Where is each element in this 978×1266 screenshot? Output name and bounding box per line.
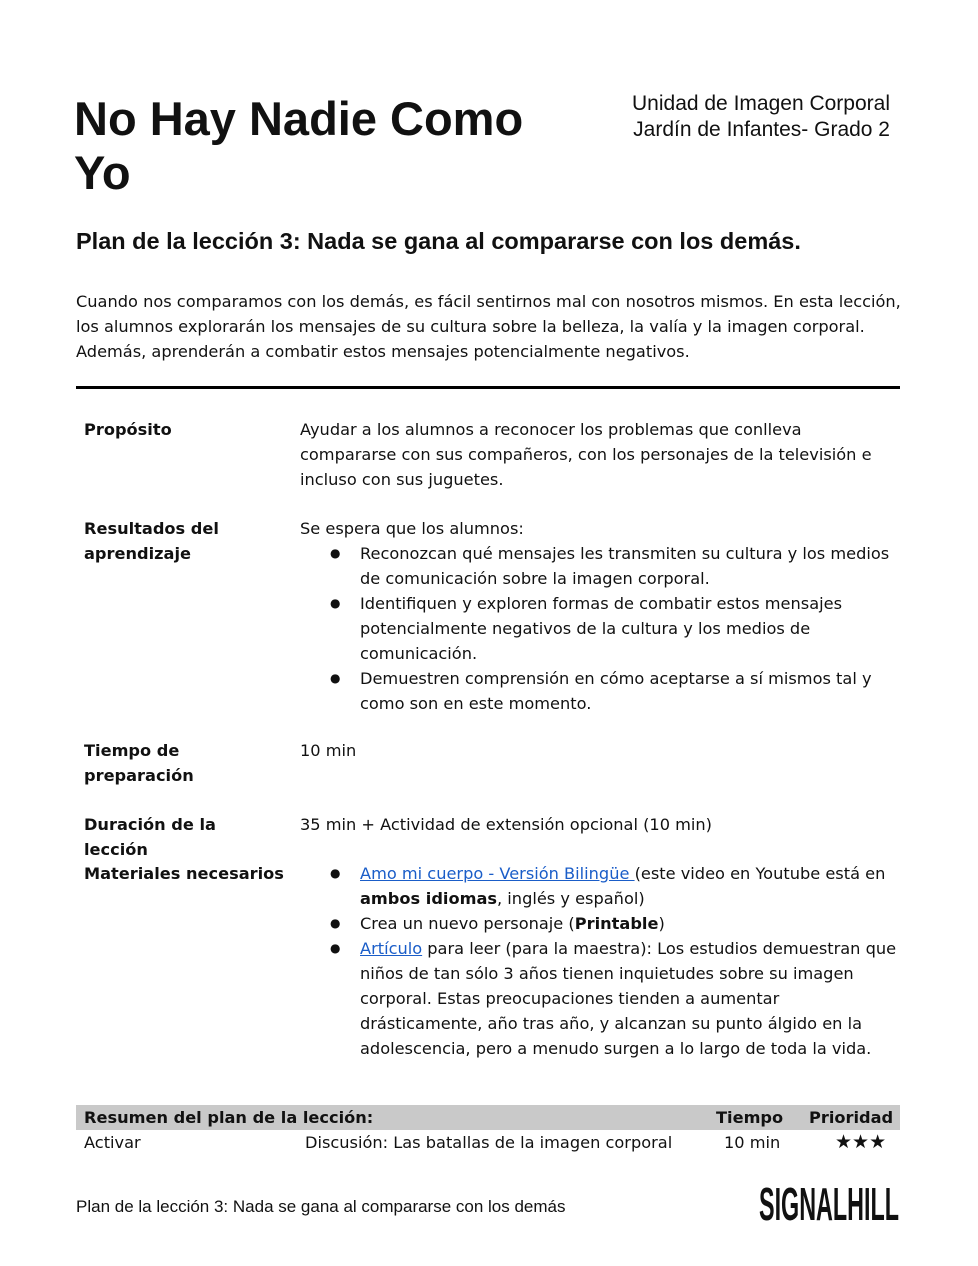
list-item: [300, 911, 900, 936]
item-bold: Printable: [574, 914, 659, 933]
list-item: ● Demuestren comprensión en cómo aceptarse a sí mismos tal y como son en este momento.: [300, 666, 900, 716]
resultados-content: [300, 516, 900, 716]
item-text: Crea un nuevo personaje (: [360, 914, 575, 933]
item-text: para leer (para la maestra): Los estudios demuestran que niños de tan sólo 3 años tienen inquietudes sobre su imagen corporal. Estas preocupaciones tienden a aumentar drásticamente, año tras año, y alcanzan su punto álgido en la adolescencia, pero a menudo surgen a lo largo de toda la vida.: [360, 939, 897, 1058]
label-tiempo: Tiempo de preparación: [84, 741, 194, 785]
item-text: ): [658, 914, 665, 933]
item-bold: ambos idiomas: [360, 889, 498, 908]
video-link[interactable]: Amo mi cuerpo - Versión Bilingüe: [360, 864, 635, 883]
summary-title: Resumen del plan de la lección:: [84, 1108, 374, 1127]
footer-text: Plan de la lección 3: Nada se gana al compararse con los demás: [76, 1197, 566, 1216]
activity-cell: Discusión: Las batallas de la imagen corporal: [305, 1133, 673, 1152]
list-item: [300, 936, 900, 1061]
unit-info: [632, 91, 890, 143]
grade-range: Jardín de Infantes- Grado 2: [633, 118, 890, 141]
label-duracion: Duración de la lección: [84, 815, 216, 859]
document-title: No Hay Nadie Como Yo: [74, 92, 524, 199]
resultados-list: [300, 541, 900, 716]
column-header-priority: Prioridad: [809, 1108, 894, 1127]
priority-stars: ★★★: [835, 1131, 887, 1153]
list-item: ● Identifiquen y exploren formas de combatir estos mensajes potencialmente negativos de la cultura y los medios de comunicación.: [300, 591, 900, 666]
label-resultados: Resultados del aprendizaje: [84, 519, 219, 563]
text-proposito: Ayudar a los alumnos a reconocer los problemas que conlleva compararse con sus compañeros, con los personajes de la televisión e incluso con sus juguetes.: [300, 420, 872, 489]
column-header-time: Tiempo: [716, 1108, 784, 1127]
article-link[interactable]: Artículo: [360, 939, 423, 958]
resultados-intro: Se espera que los alumnos:: [300, 519, 524, 538]
label-materiales: Materiales necesarios: [84, 864, 284, 883]
item-text: (este video en Youtube está en: [634, 864, 886, 883]
materiales-list: [300, 861, 900, 1061]
lesson-heading: Plan de la lección 3: Nada se gana al compararse con los demás.: [76, 228, 801, 254]
materiales-content: [300, 861, 900, 1061]
label-proposito: Propósito: [84, 420, 172, 439]
intro-paragraph: Cuando nos comparamos con los demás, es fácil sentirnos mal con nosotros mismos. En esta lección, los alumnos explorarán los mensajes de su cultura sobre la belleza, la valía y la imagen corporal. Además, aprenderán a combatir estos mensajes potencialmente negativos.: [76, 292, 901, 361]
list-item: ● Reconozcan qué mensajes les transmiten su cultura y los medios de comunicación sobre la imagen corporal.: [300, 541, 900, 591]
list-item: [300, 861, 900, 911]
signalhill-logo: [757, 1178, 901, 1228]
unit-name: Unidad de Imagen Corporal: [632, 92, 890, 115]
summary-header-row: [76, 1105, 900, 1130]
value-tiempo: 10 min: [300, 741, 357, 760]
time-cell: 10 min: [724, 1133, 781, 1152]
value-duracion: 35 min + Actividad de extensión opcional (10 min): [300, 815, 712, 834]
table-row: [76, 1130, 900, 1155]
item-text: , inglés y español): [497, 889, 645, 908]
divider: [76, 386, 900, 389]
phase-cell: Activar: [84, 1133, 141, 1152]
logo-text: SIGNALHILL: [759, 1178, 899, 1228]
